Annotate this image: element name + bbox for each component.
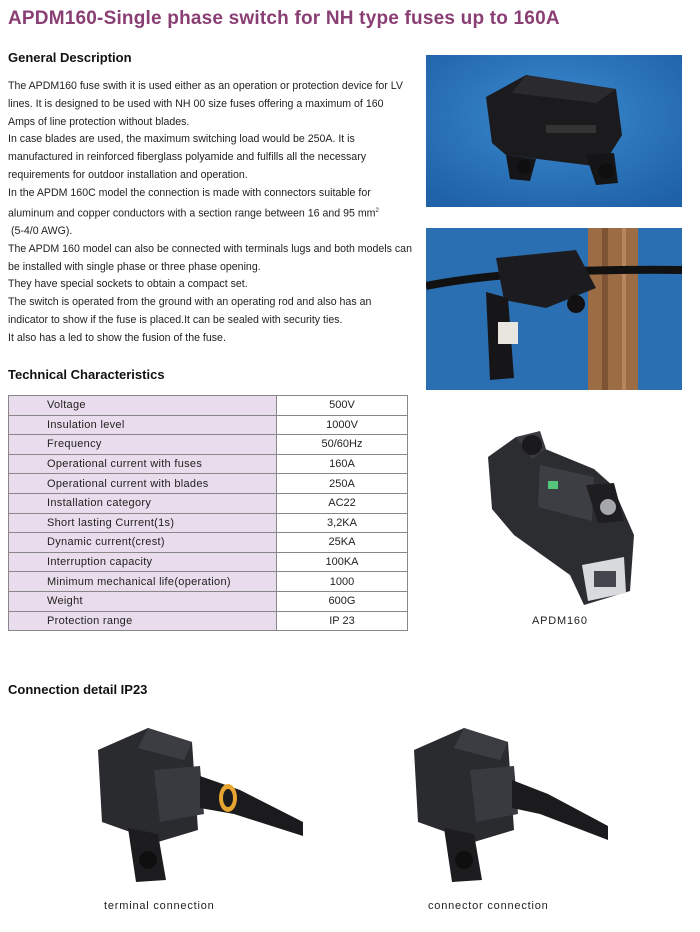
terminal-connection-caption: terminal connection [104, 900, 215, 912]
spec-name: Weight [9, 591, 277, 611]
spec-value: IP 23 [277, 611, 408, 631]
spec-value: 25KA [277, 533, 408, 553]
technical-characteristics-heading: Technical Characteristics [8, 367, 165, 382]
connector-connection-photo [408, 710, 608, 890]
connection-detail-heading: Connection detail IP23 [8, 682, 148, 697]
spec-row [9, 591, 408, 611]
awg-range: (5-4/0 AWG). [10, 224, 73, 237]
spec-name: Frequency [9, 435, 277, 455]
spec-name: Operational current with blades [9, 474, 277, 494]
spec-value: 100KA [277, 552, 408, 572]
connector-connection-caption: connector connection [428, 900, 549, 912]
description-paragraph: They have special sockets to obtain a compact set. [8, 278, 248, 291]
spec-value: 1000V [277, 415, 408, 435]
pole-mounted-switch-image [426, 228, 682, 390]
terminal-connection-photo [88, 710, 303, 890]
spec-value: 500V [277, 396, 408, 416]
spec-row [9, 572, 408, 592]
general-description-text [8, 78, 412, 347]
spec-row [9, 435, 408, 455]
description-paragraph: The APDM 160 model can also be connected with terminals lugs and both models can be installed with single phase or three phase opening. [8, 242, 412, 273]
spec-name: Interruption capacity [9, 552, 277, 572]
spec-name: Short lasting Current(1s) [9, 513, 277, 533]
page-title: APDM160-Single phase switch for NH type fuses up to 160A [8, 8, 560, 29]
spec-row [9, 454, 408, 474]
product-caption: APDM160 [532, 615, 588, 627]
switch-on-pole-photo [426, 228, 682, 390]
switch-photo-blue [426, 55, 682, 207]
product-photo [474, 425, 644, 610]
spec-row [9, 513, 408, 533]
fuse-switch-image [426, 55, 682, 207]
apdm160-product-image [474, 425, 644, 610]
description-paragraph: It also has a led to show the fusion of the fuse. [8, 331, 226, 344]
spec-value: 50/60Hz [277, 435, 408, 455]
spec-table-body [9, 396, 408, 631]
connector-connection-image [408, 710, 608, 890]
description-paragraph: The switch is operated from the ground with an operating rod and also has an indicator to show if the fuse is placed.It can be sealed with security ties. [8, 296, 372, 326]
spec-value: 600G [277, 591, 408, 611]
spec-name: Voltage [9, 396, 277, 416]
spec-row [9, 493, 408, 513]
description-paragraph-main: In the APDM 160C model the connection is made with connectors suitable for aluminum and copper conductors with a section range between 16 and 95 mm [8, 186, 376, 220]
description-paragraph: In case blades are used, the maximum switching load would be 250A. It is manufactured in reinforced fiberglass polyamide and fulfills all the necessary requirements for outdoor installation and operation. [8, 133, 367, 181]
spec-name: Insulation level [9, 415, 277, 435]
spec-value: 3,2KA [277, 513, 408, 533]
spec-value: 250A [277, 474, 408, 494]
spec-row [9, 533, 408, 553]
technical-characteristics-table [8, 395, 408, 631]
spec-row [9, 474, 408, 494]
spec-name: Minimum mechanical life(operation) [9, 572, 277, 592]
spec-name: Protection range [9, 611, 277, 631]
general-description-heading: General Description [8, 50, 132, 65]
superscript-2: 2 [375, 207, 379, 214]
description-paragraph [8, 185, 412, 241]
spec-value: 160A [277, 454, 408, 474]
spec-row [9, 611, 408, 631]
description-paragraph: The APDM160 fuse swith it is used either as an operation or protection device for LV lines. It is designed to be used with NH 00 size fuses offering a maximum of 160 Amps of line protection without blades. [8, 80, 403, 128]
spec-name: Operational current with fuses [9, 454, 277, 474]
spec-name: Dynamic current(crest) [9, 533, 277, 553]
spec-row [9, 552, 408, 572]
spec-row [9, 396, 408, 416]
spec-value: AC22 [277, 493, 408, 513]
spec-name: Installation category [9, 493, 277, 513]
terminal-connection-image [88, 710, 303, 890]
spec-row [9, 415, 408, 435]
spec-value: 1000 [277, 572, 408, 592]
